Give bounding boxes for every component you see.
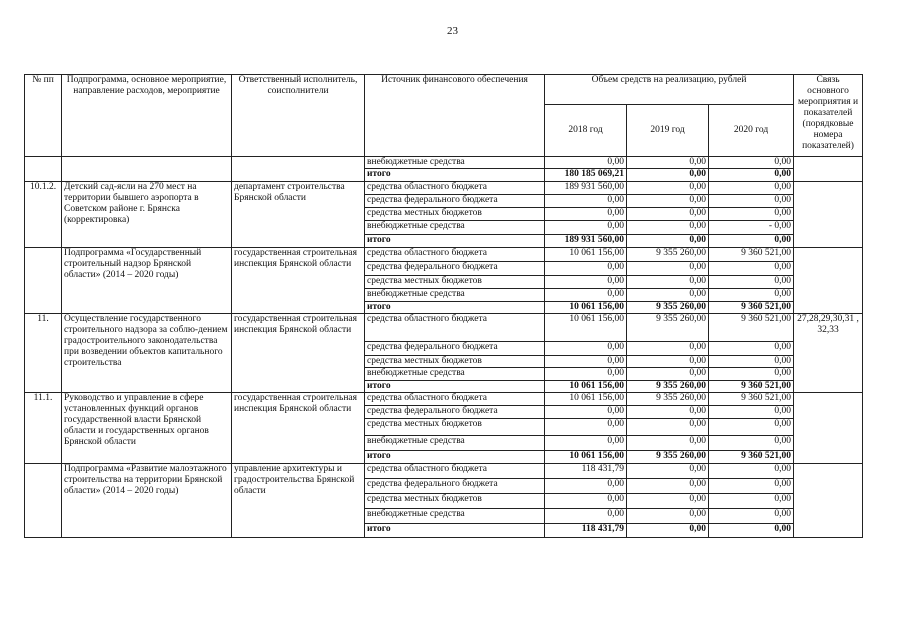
cell-indicators xyxy=(794,464,863,538)
cell-y2020: 0,00 xyxy=(709,289,794,302)
cell-source: внебюджетные средства xyxy=(365,289,545,302)
header-source: Источник финансового обеспечения xyxy=(365,75,545,157)
cell-y2018: 0,00 xyxy=(545,356,627,368)
cell-indicators xyxy=(794,182,863,248)
table-row xyxy=(25,248,863,262)
cell-y2018: 0,00 xyxy=(545,419,627,436)
cell-source: средства областного бюджета xyxy=(365,464,545,479)
header-amount: Объем средств на реализацию, рублей xyxy=(545,75,794,105)
cell-y2020: 0,00 xyxy=(709,262,794,276)
cell-y2019: 9 355 260,00 xyxy=(627,314,709,342)
header-num: № пп xyxy=(25,75,62,157)
cell-y2020: 0,00 xyxy=(709,235,794,248)
cell-y2019: 0,00 xyxy=(627,235,709,248)
cell-y2020: 0,00 xyxy=(709,182,794,195)
cell-y2019: 0,00 xyxy=(627,356,709,368)
cell-indicators xyxy=(794,157,863,182)
cell-y2018: 118 431,79 xyxy=(545,524,627,538)
cell-y2019: 0,00 xyxy=(627,494,709,509)
cell-y2019: 0,00 xyxy=(627,262,709,276)
cell-num: 11.1. xyxy=(25,393,62,464)
cell-source: итого xyxy=(365,524,545,538)
cell-source: итого xyxy=(365,381,545,393)
cell-source: итого xyxy=(365,451,545,464)
cell-source: средства местных бюджетов xyxy=(365,208,545,221)
cell-y2019: 0,00 xyxy=(627,479,709,494)
cell-y2018: 0,00 xyxy=(545,406,627,419)
cell-y2020: 0,00 xyxy=(709,494,794,509)
cell-y2018: 0,00 xyxy=(545,509,627,524)
cell-y2019: 0,00 xyxy=(627,157,709,169)
cell-program: Руководство и управление в сфере установленных функций органов государственной власти Брянской области и государственных органов Брянской области xyxy=(62,393,232,464)
cell-y2020: 0,00 xyxy=(709,208,794,221)
cell-responsible xyxy=(232,157,365,182)
cell-responsible: департамент строительства Брянской области xyxy=(232,182,365,248)
cell-source: итого xyxy=(365,169,545,182)
cell-y2019: 0,00 xyxy=(627,289,709,302)
cell-source: средства областного бюджета xyxy=(365,393,545,406)
cell-y2020: - 0,00 xyxy=(709,221,794,235)
cell-source: средства областного бюджета xyxy=(365,248,545,262)
cell-num xyxy=(25,157,62,182)
cell-y2018: 189 931 560,00 xyxy=(545,182,627,195)
cell-y2019: 0,00 xyxy=(627,195,709,208)
table-row xyxy=(25,314,863,342)
cell-y2018: 0,00 xyxy=(545,221,627,235)
cell-y2018: 118 431,79 xyxy=(545,464,627,479)
cell-y2020: 0,00 xyxy=(709,464,794,479)
cell-y2020: 9 360 521,00 xyxy=(709,314,794,342)
cell-indicators xyxy=(794,248,863,314)
header-responsible: Ответственный исполнитель, соисполнители xyxy=(232,75,365,157)
cell-y2019: 0,00 xyxy=(627,221,709,235)
cell-source: средства федерального бюджета xyxy=(365,262,545,276)
cell-source: средства федерального бюджета xyxy=(365,479,545,494)
cell-y2019: 0,00 xyxy=(627,368,709,381)
table-row xyxy=(25,157,863,169)
cell-num xyxy=(25,248,62,314)
cell-indicators: 27,28,29,30,31 , 32,33 xyxy=(794,314,863,393)
cell-y2020: 0,00 xyxy=(709,479,794,494)
cell-program: Подпрограмма «Государственный строительный надзор Брянской области» (2014 – 2020 годы) xyxy=(62,248,232,314)
cell-y2018: 0,00 xyxy=(545,262,627,276)
cell-source: средства федерального бюджета xyxy=(365,342,545,356)
cell-y2020: 9 360 521,00 xyxy=(709,381,794,393)
cell-source: внебюджетные средства xyxy=(365,221,545,235)
cell-source: итого xyxy=(365,302,545,314)
table-row xyxy=(25,393,863,406)
cell-indicators xyxy=(794,393,863,464)
cell-responsible: управление архитектуры и градостроительства Брянской области xyxy=(232,464,365,538)
cell-y2020: 0,00 xyxy=(709,157,794,169)
cell-y2019: 9 355 260,00 xyxy=(627,381,709,393)
cell-source: средства местных бюджетов xyxy=(365,494,545,509)
cell-program: Осуществление государственного строительного надзора за соблю-дением градостроительного законодательства при возведении объектов капитального строительства xyxy=(62,314,232,393)
cell-y2018: 0,00 xyxy=(545,157,627,169)
cell-program: Детский сад-ясли на 270 мест на территории бывшего аэропорта в Советском районе г. Брянска (корректировка) xyxy=(62,182,232,248)
header-2019: 2019 год xyxy=(627,105,709,157)
cell-source: средства местных бюджетов xyxy=(365,419,545,436)
cell-source: внебюджетные средства xyxy=(365,368,545,381)
cell-y2020: 0,00 xyxy=(709,195,794,208)
cell-program: Подпрограмма «Развитие малоэтажного строительства на территории Брянской области» (2014 – 2020 годы) xyxy=(62,464,232,538)
cell-program xyxy=(62,157,232,182)
cell-source: итого xyxy=(365,235,545,248)
cell-source: средства областного бюджета xyxy=(365,314,545,342)
cell-y2019: 0,00 xyxy=(627,342,709,356)
cell-responsible: государственная строительная инспекция Брянской области xyxy=(232,393,365,464)
cell-y2020: 0,00 xyxy=(709,342,794,356)
cell-y2018: 0,00 xyxy=(545,479,627,494)
cell-y2020: 0,00 xyxy=(709,169,794,182)
cell-y2020: 0,00 xyxy=(709,356,794,368)
cell-source: средства федерального бюджета xyxy=(365,406,545,419)
cell-y2018: 189 931 560,00 xyxy=(545,235,627,248)
cell-y2018: 0,00 xyxy=(545,342,627,356)
cell-y2020: 0,00 xyxy=(709,436,794,451)
budget-table xyxy=(24,74,863,538)
cell-y2018: 180 185 069,21 xyxy=(545,169,627,182)
cell-y2018: 0,00 xyxy=(545,276,627,289)
cell-y2019: 0,00 xyxy=(627,208,709,221)
cell-num: 11. xyxy=(25,314,62,393)
cell-y2020: 0,00 xyxy=(709,276,794,289)
cell-y2018: 0,00 xyxy=(545,436,627,451)
cell-y2018: 0,00 xyxy=(545,368,627,381)
cell-source: внебюджетные средства xyxy=(365,157,545,169)
header-2020: 2020 год xyxy=(709,105,794,157)
page-number: 23 xyxy=(447,25,458,37)
header-link: Связь основного мероприятия и показателей (порядковые номера показателей) xyxy=(794,75,863,157)
cell-y2019: 0,00 xyxy=(627,169,709,182)
cell-responsible: государственная строительная инспекция Брянской области xyxy=(232,248,365,314)
cell-y2018: 0,00 xyxy=(545,195,627,208)
cell-y2019: 0,00 xyxy=(627,436,709,451)
cell-y2020: 9 360 521,00 xyxy=(709,248,794,262)
cell-y2020: 0,00 xyxy=(709,524,794,538)
table-row xyxy=(25,182,863,195)
header-program: Подпрограмма, основное мероприятие, направление расходов, мероприятие xyxy=(62,75,232,157)
cell-y2019: 0,00 xyxy=(627,524,709,538)
cell-y2018: 0,00 xyxy=(545,208,627,221)
cell-y2018: 10 061 156,00 xyxy=(545,393,627,406)
cell-y2020: 9 360 521,00 xyxy=(709,451,794,464)
header-2018: 2018 год xyxy=(545,105,627,157)
cell-y2019: 9 355 260,00 xyxy=(627,393,709,406)
cell-y2019: 9 355 260,00 xyxy=(627,248,709,262)
cell-y2019: 9 355 260,00 xyxy=(627,302,709,314)
cell-y2018: 10 061 156,00 xyxy=(545,302,627,314)
cell-source: средства областного бюджета xyxy=(365,182,545,195)
cell-num: 10.1.2. xyxy=(25,182,62,248)
cell-y2018: 10 061 156,00 xyxy=(545,248,627,262)
cell-y2019: 0,00 xyxy=(627,182,709,195)
cell-y2019: 0,00 xyxy=(627,509,709,524)
table-body xyxy=(25,157,863,538)
cell-source: средства местных бюджетов xyxy=(365,356,545,368)
cell-y2019: 0,00 xyxy=(627,464,709,479)
cell-source: внебюджетные средства xyxy=(365,509,545,524)
cell-source: средства федерального бюджета xyxy=(365,195,545,208)
cell-y2020: 9 360 521,00 xyxy=(709,302,794,314)
cell-y2020: 0,00 xyxy=(709,509,794,524)
cell-source: средства местных бюджетов xyxy=(365,276,545,289)
cell-y2018: 10 061 156,00 xyxy=(545,314,627,342)
cell-y2020: 9 360 521,00 xyxy=(709,393,794,406)
cell-num xyxy=(25,464,62,538)
cell-source: внебюджетные средства xyxy=(365,436,545,451)
cell-y2018: 10 061 156,00 xyxy=(545,381,627,393)
cell-y2018: 10 061 156,00 xyxy=(545,451,627,464)
cell-y2020: 0,00 xyxy=(709,368,794,381)
cell-y2019: 0,00 xyxy=(627,419,709,436)
cell-y2018: 0,00 xyxy=(545,289,627,302)
cell-y2020: 0,00 xyxy=(709,406,794,419)
cell-y2018: 0,00 xyxy=(545,494,627,509)
cell-y2019: 0,00 xyxy=(627,276,709,289)
cell-y2019: 0,00 xyxy=(627,406,709,419)
cell-y2020: 0,00 xyxy=(709,419,794,436)
table-row xyxy=(25,464,863,479)
cell-y2019: 9 355 260,00 xyxy=(627,451,709,464)
cell-responsible: государственная строительная инспекция Брянской области xyxy=(232,314,365,393)
